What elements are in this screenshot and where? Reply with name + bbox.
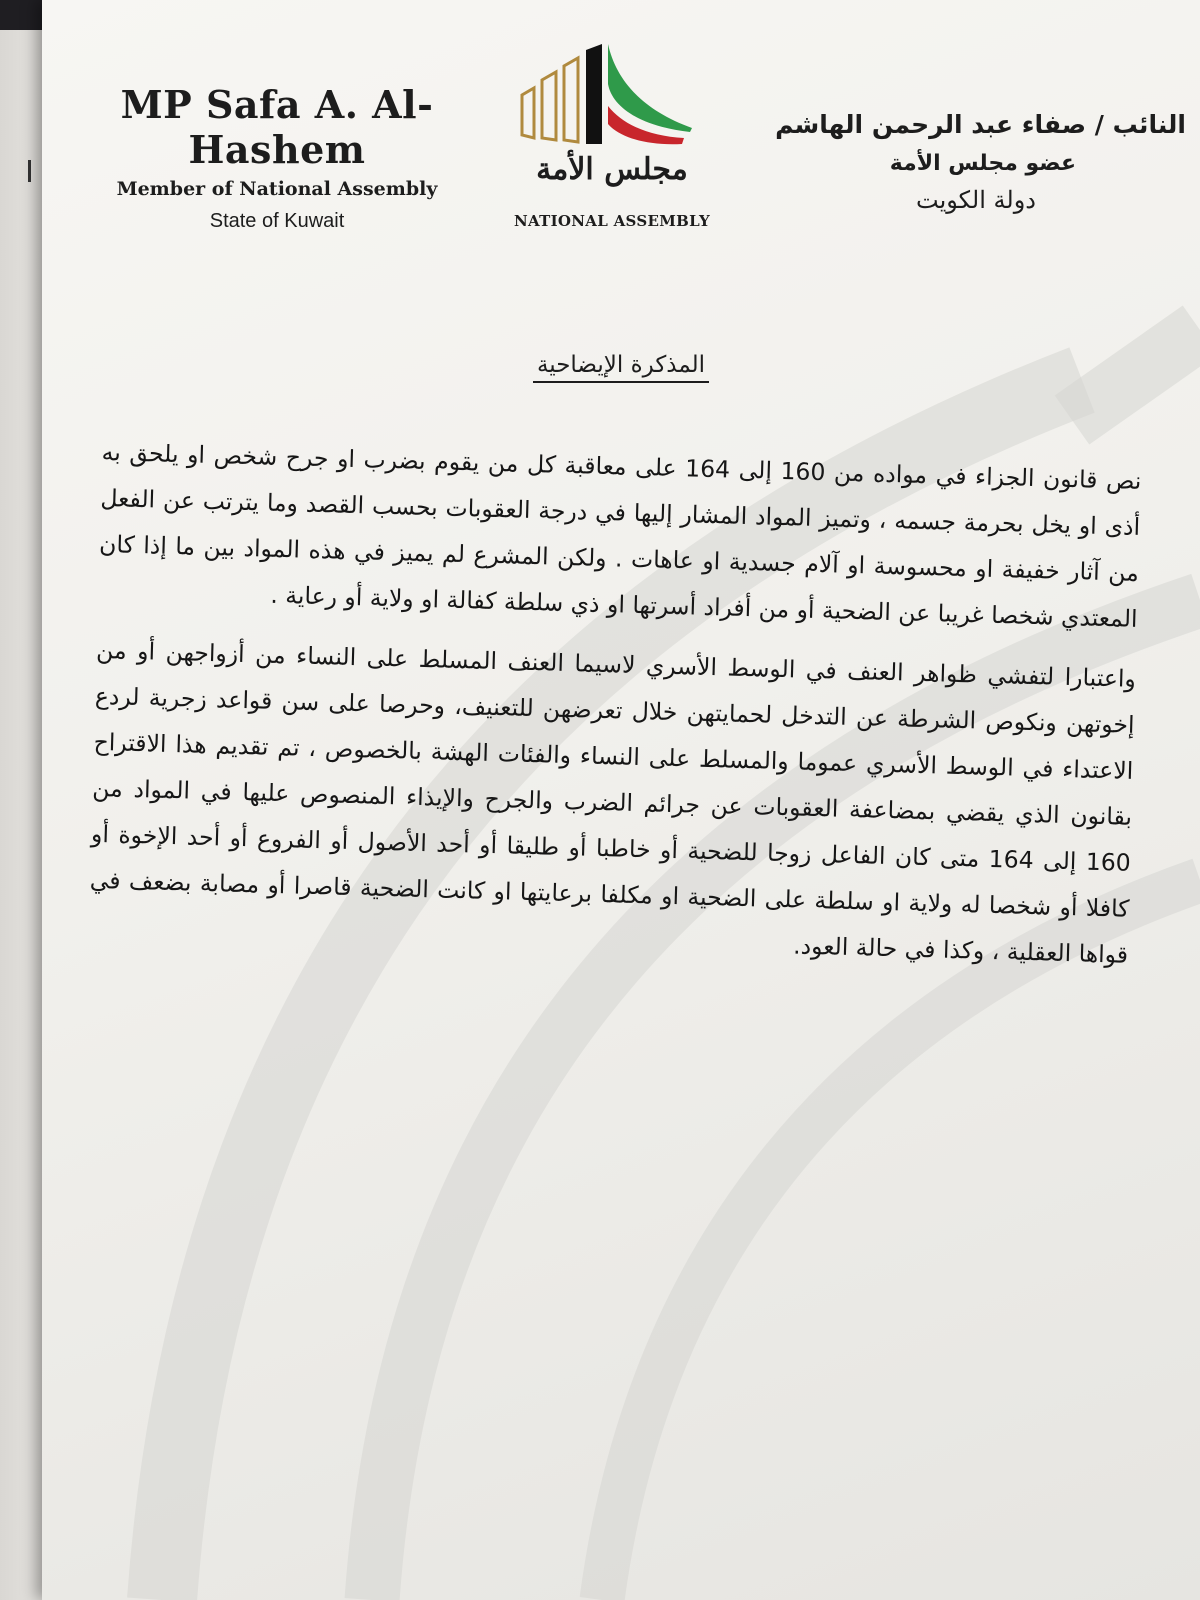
mp-state-english: State of Kuwait	[209, 210, 345, 232]
mp-role-english: Member of National Assembly	[116, 178, 438, 200]
assembly-emblem-icon	[512, 40, 712, 150]
letterhead-page	[42, 0, 1200, 1600]
national-assembly-logo	[512, 40, 712, 240]
mp-role-arabic: عضو مجلس الأمة	[889, 151, 1076, 176]
document-body	[87, 429, 1142, 992]
mp-name-arabic: النائب / صفاء عبد الرحمن الهاشم	[775, 110, 1186, 139]
logo-arabic-text: مجلس الأمة	[536, 152, 688, 187]
mp-name-english: MP Safa A. Al-Hashem	[120, 82, 434, 172]
logo-english-text: NATIONAL ASSEMBLY	[514, 212, 710, 230]
document-title-wrap	[42, 352, 1200, 378]
paragraph-2: واعتبارا لتفشي ظواهر العنف في الوسط الأسري لاسيما العنف المسلط على النساء من أزواجهن أو من إخوتهن ونكوص الشرطة عن التدخل لحمايتهن خلال تعرضهن للتعنيف، وحرصا على سن قواعد زجرية لردع الاعتداء في الوسط الأسري عموما والمسلط على النساء والفئات الهشة بالخصوص ، تم تقديم هذا الاقتراح بقانون الذي يقضي بمضاعفة العقوبات عن جرائم الضرب والجرح والإيذاء المنصوص عليها في المواد من 160 إلى 164 متى كان الفاعل زوجا للضحية أو خاطبا أو طليقا أو أحد الأصول أو الفروع أو أحد الإخوة أو كافلا أو شخصا له ولاية او سلطة على الضحية او مكلفا برعايتها او كانت الضحية قاصرا أو مصابة بضعف في قواها العقلية ، وكذا في حالة العود.	[89, 635, 1137, 969]
english-header	[72, 82, 482, 233]
underlying-sheet-mark	[28, 160, 31, 182]
document-title: المذكرة الإيضاحية	[533, 352, 709, 383]
mp-state-arabic: دولة الكويت	[916, 186, 1036, 214]
paragraph-1: نص قانون الجزاء في مواده من 160 إلى 164 على معاقبة كل من يقوم بضرب او جرح شخص او يلحق به أذى او يخل بحرمة جسمه ، وتميز المواد المشار إليها في درجة العقوبات بحسب القصد وما يترتب عن الفعل من آثار خفيفة او محسوسة او آلام جسدية او عاهات . ولكن المشرع لم يميز في هذه المواد بين ما إذا كان المعتدي شخصا غريبا عن الضحية أو من أفراد أسرتها او ذي سلطة كفالة او ولاية أو رعاية .	[98, 437, 1142, 633]
arabic-header	[736, 110, 1186, 214]
